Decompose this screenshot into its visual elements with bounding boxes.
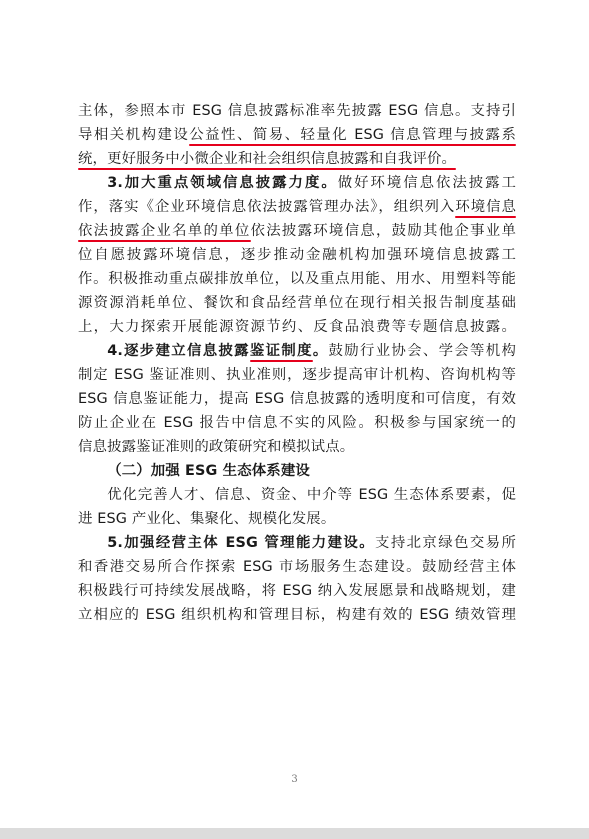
text-line (78, 147, 516, 171)
text-line (78, 603, 516, 627)
text-line (78, 243, 516, 267)
text-line (78, 363, 516, 387)
text-line (78, 267, 516, 291)
text-segment: 积极践行可持续发展战略，将 ESG 纳入发展愿景和战略规划，建 (78, 583, 516, 599)
text-segment: 导相关机构建设 (78, 127, 190, 143)
text-line (78, 507, 516, 531)
underlined-text: 鉴证制度 (249, 343, 313, 359)
underlined-text: 统，更好服务中小微企业和社会组织信息披露和自我评价。 (78, 151, 457, 167)
text-segment: 做好环境信息依法披露工 (337, 175, 517, 191)
text-line (78, 531, 516, 555)
underlined-text: 依法披露企业名单的单位 (78, 223, 251, 239)
bold-text: 5.加强经营主体 ESG 管理能力建设。 (107, 535, 376, 551)
underlined-text: 公益性、简易、轻量化 ESG 信息管理与披露系 (189, 127, 516, 143)
text-segment: 和香港交易所合作探索 ESG 市场服务生态建设。鼓励经营主体 (78, 559, 516, 575)
underlined-text: 环境信息 (455, 199, 516, 215)
text-line (78, 123, 516, 147)
text-line (78, 435, 516, 459)
text-segment: 优化完善人才、信息、资金、中介等 ESG 生态体系要素，促 (107, 487, 516, 503)
text-segment: 主体，参照本市 ESG 信息披露标准率先披露 ESG 信息。支持引 (78, 103, 516, 119)
viewer-background (0, 828, 589, 839)
text-segment: 信息披露鉴证准则的政策研究和模拟试点。 (78, 439, 355, 455)
text-line (78, 579, 516, 603)
bold-text: 。 (312, 343, 329, 359)
text-segment: 位自愿披露环境信息，逐步推动金融机构加强环境信息披露工 (78, 247, 516, 263)
text-line (78, 195, 516, 219)
text-line (78, 459, 516, 483)
text-segment: 立相应的 ESG 组织机构和管理目标，构建有效的 ESG 绩效管理 (78, 607, 516, 623)
text-segment: ESG 信息鉴证能力，提高 ESG 信息披露的透明度和可信度，有效 (78, 391, 516, 407)
text-segment: 源资源消耗单位、餐饮和食品经营单位在现行相关报告制度基础 (78, 295, 516, 311)
text-line (78, 99, 516, 123)
text-line (78, 387, 516, 411)
text-line (78, 411, 516, 435)
text-line (78, 291, 516, 315)
text-segment: 防止企业在 ESG 报告中信息不实的风险。积极参与国家统一的 (78, 415, 516, 431)
text-segment: 依法披露环境信息，鼓励其他企事业单 (250, 223, 516, 239)
bold-text: （二）加强 ESG 生态体系建设 (107, 463, 310, 479)
text-segment: 支持北京绿色交易所 (375, 535, 516, 551)
bold-text: 4.逐步建立信息披露 (107, 343, 250, 359)
text-segment: 鼓励行业协会、学会等机构 (328, 343, 517, 359)
text-line (78, 315, 516, 339)
text-line (78, 219, 516, 243)
page-body (78, 99, 516, 627)
text-line (78, 483, 516, 507)
text-segment: 进 ESG 产业化、集聚化、规模化发展。 (78, 511, 336, 527)
text-line (78, 171, 516, 195)
text-segment: 制定 ESG 鉴证准则、执业准则，逐步提高审计机构、咨询机构等 (78, 367, 516, 383)
text-segment: 作。积极推动重点碳排放单位，以及重点用能、用水、用塑料等能 (78, 271, 516, 287)
page-number: 3 (291, 774, 298, 785)
text-line (78, 339, 516, 363)
text-segment: 作，落实《企业环境信息依法披露管理办法》，组织列入 (78, 199, 456, 215)
text-line (78, 555, 516, 579)
text-segment: 上，大力探索开展能源资源节约、反食品浪费等专题信息披露。 (78, 319, 516, 335)
bold-text: 3.加大重点领域信息披露力度。 (107, 175, 338, 191)
